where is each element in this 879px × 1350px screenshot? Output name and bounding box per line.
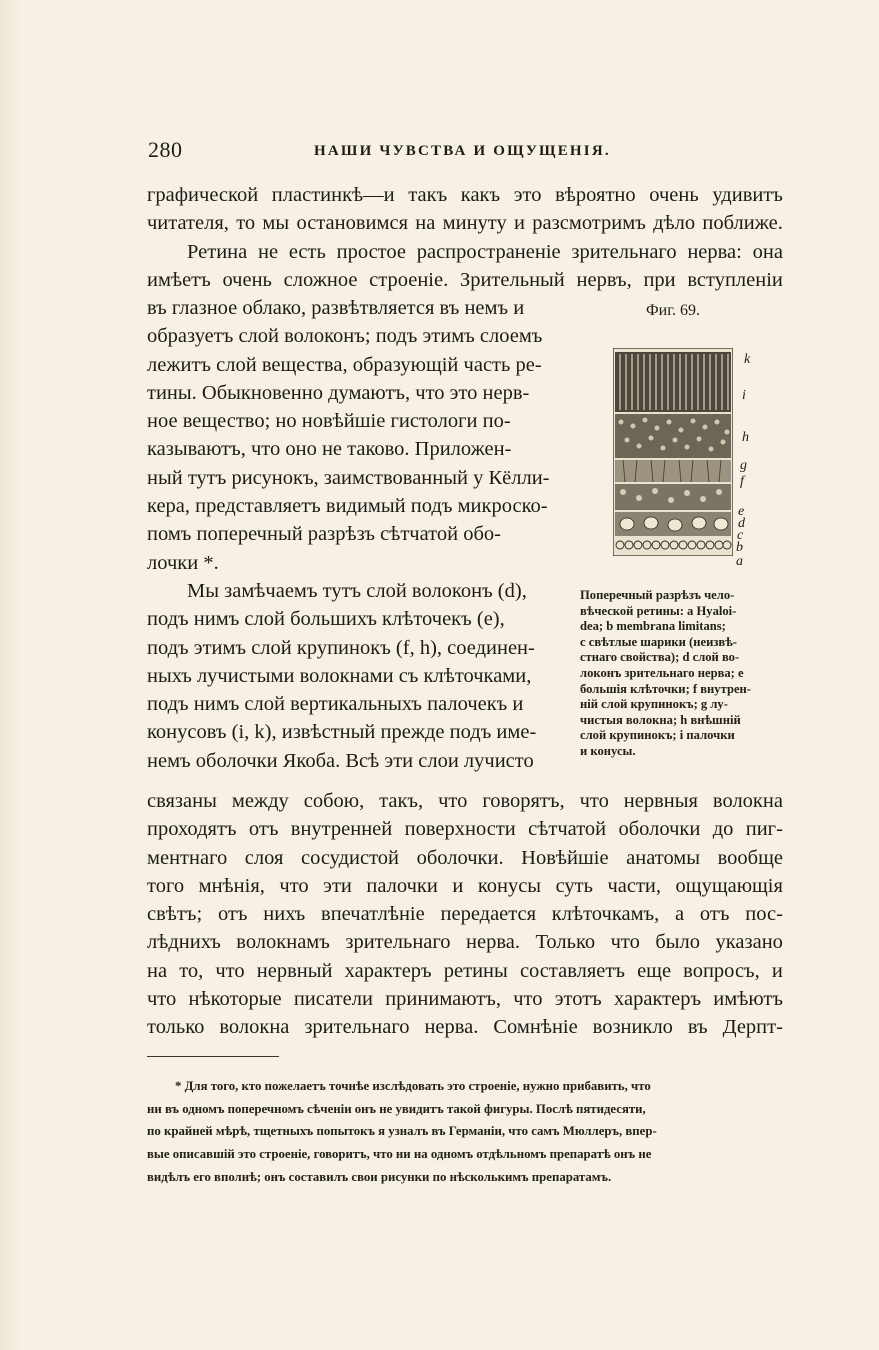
- footnote-rule: [147, 1056, 279, 1057]
- running-title: НАШИ ЧУВСТВА И ОЩУЩЕНІЯ.: [314, 143, 611, 159]
- figure-letter-i: i: [742, 388, 746, 403]
- text-line: того мнѣнія, что эти палочки и конусы суть части, ощущающія: [147, 874, 783, 897]
- caption-line: ній слой крупинокъ; g лу-: [580, 697, 728, 712]
- figure-letter-b: b: [736, 540, 743, 555]
- paragraph-narrow: [147, 294, 567, 775]
- caption-line: вѣческой ретины: a Hyaloi-: [580, 603, 737, 618]
- text-line: кера, представляетъ видимый подъ микроско-: [147, 495, 548, 518]
- text-line: ное вещество; но новѣйшіе гистологи по-: [147, 410, 511, 433]
- text-line: проходятъ отъ внутренней поверхности сѣтчатой оболочки до пиг-: [147, 818, 783, 841]
- footnote-line: видѣлъ его вполнѣ; онъ составилъ свои рисунки по нѣсколькимъ препаратамъ.: [147, 1169, 612, 1184]
- figure-caption: [580, 588, 785, 760]
- caption-line: dea; b membrana limitans;: [580, 619, 726, 634]
- page-number: 280: [148, 137, 183, 162]
- text-line: конусовъ (i, k), извѣстный прежде подъ име-: [147, 721, 537, 744]
- figure-letter-g: g: [740, 458, 747, 473]
- text-line: ный тутъ рисунокъ, заимствованный у Кёлли-: [147, 466, 550, 489]
- caption-line: Поперечный разрѣзъ чело-: [580, 588, 735, 602]
- caption-line: и конусы.: [580, 743, 636, 758]
- footnote: [147, 1075, 783, 1189]
- caption-line: чистыя волокна; h внѣшній: [580, 712, 741, 727]
- text-line: подъ нимъ слой вертикальныхъ палочекъ и: [147, 693, 524, 716]
- paragraph-bottom: [147, 787, 783, 1042]
- figure-letter-c: c: [737, 528, 744, 543]
- caption-line: локонъ зрительнаго нерва; e: [580, 665, 744, 680]
- text-line: немъ оболочки Якоба. Всѣ эти слои лучисто: [147, 749, 534, 772]
- figure-letter-h: h: [742, 430, 749, 445]
- outer-granule-layer: [615, 414, 731, 458]
- page-header: [148, 137, 784, 167]
- text-line: только волокна зрительнаго нерва. Сомнѣніе возникло въ Дерпт-: [147, 1016, 783, 1039]
- text-line: на то, что нервный характеръ ретины составляетъ еще вопросъ, и: [147, 959, 783, 982]
- figure-letter-f: f: [740, 474, 744, 489]
- figure-label: Фиг. 69.: [646, 302, 700, 319]
- text-line: въ глазное облако, развѣтвляется въ немъ и: [147, 297, 525, 319]
- caption-line: большія клѣточки; f внутрен-: [580, 681, 751, 696]
- hyaloid-layer: [615, 538, 731, 552]
- text-line: читателя, то мы остановимся на минуту и разсмотримъ дѣло поближе.: [147, 212, 783, 235]
- figure-letter-k: k: [744, 352, 751, 367]
- text-line: образуетъ слой волоконъ; подъ этимъ слоемъ: [147, 325, 543, 348]
- footnote-line: * Для того, кто пожелаетъ точнѣе изслѣдовать это строеніе, нужно прибавить, что: [175, 1079, 651, 1093]
- retina-micrograph: [613, 348, 733, 556]
- figure-letter-a: a: [736, 554, 743, 569]
- text-line: свѣтъ; отъ нихъ впечатлѣніе передается клѣточкамъ, а отъ пос-: [147, 903, 783, 926]
- text-line: Мы замѣчаемъ тутъ слой волоконъ (d),: [187, 579, 527, 602]
- text-line: графической пластинкѣ—и такъ какъ это вѣроятно очень удивитъ: [147, 184, 783, 206]
- text-line: имѣетъ очень сложное строеніе. Зрительный нервъ, при вступленіи: [147, 268, 783, 291]
- rods-cones-layer: [615, 352, 731, 412]
- caption-line: слой крупинокъ; i палочки: [580, 728, 735, 743]
- text-line: подъ этимъ слой крупинокъ (f, h), соединен-: [147, 636, 535, 659]
- text-line: подъ нимъ слой большихъ клѣточекъ (e),: [147, 608, 505, 631]
- inner-granule-layer: [615, 484, 731, 510]
- radiating-fibres-layer: [615, 460, 731, 482]
- text-line: лочки *.: [147, 551, 219, 574]
- text-line: лежитъ слой вещества, образующій часть ре-: [147, 353, 542, 376]
- text-line: Ретина не есть простое распространеніе зрительнаго нерва: она: [187, 240, 783, 263]
- paragraph-top: [147, 181, 783, 294]
- text-line: лѣднихъ волокнамъ зрительнаго нерва. Только что было указано: [147, 931, 783, 954]
- footnote-line: вые описавшій это строеніе, говоритъ, что ни на одномъ отдѣльномъ препаратѣ онъ не: [147, 1147, 652, 1162]
- page-edge: [0, 0, 22, 1350]
- footnote-line: по крайней мѣрѣ, тщетныхъ попытокъ я узналъ въ Германіи, что самъ Мюллеръ, впер-: [147, 1124, 657, 1139]
- text-line: связаны между собою, такъ, что говорятъ, что нервныя волокна: [147, 790, 783, 812]
- caption-line: стнаго свойства); d слой во-: [580, 650, 740, 665]
- text-line: помъ поперечный разрѣзъ сѣтчатой обо-: [147, 523, 501, 546]
- text-line: ныхъ лучистыми волокнами съ клѣточками,: [147, 664, 532, 687]
- figure-letter-d: d: [738, 516, 745, 531]
- caption-line: c свѣтлые шарики (неизвѣ-: [580, 634, 737, 649]
- figure-letters: [736, 348, 766, 578]
- text-line: ментнаго слоя сосудистой оболочки. Новѣйшіе анатомы вообще: [147, 846, 783, 869]
- text-line: тины. Обыкновенно думаютъ, что это нерв-: [147, 381, 530, 404]
- footnote-line: ни въ одномъ поперечномъ сѣченіи онъ не увидитъ такой фигуры. Послѣ пятидесяти,: [147, 1101, 646, 1116]
- ganglion-cell-layer: [615, 512, 731, 536]
- text-line: что нѣкоторые писатели принимаютъ, что этотъ характеръ имѣютъ: [147, 988, 783, 1011]
- text-line: казываютъ, что оно не таково. Приложен-: [147, 438, 512, 461]
- figure-letter-e: e: [738, 504, 745, 519]
